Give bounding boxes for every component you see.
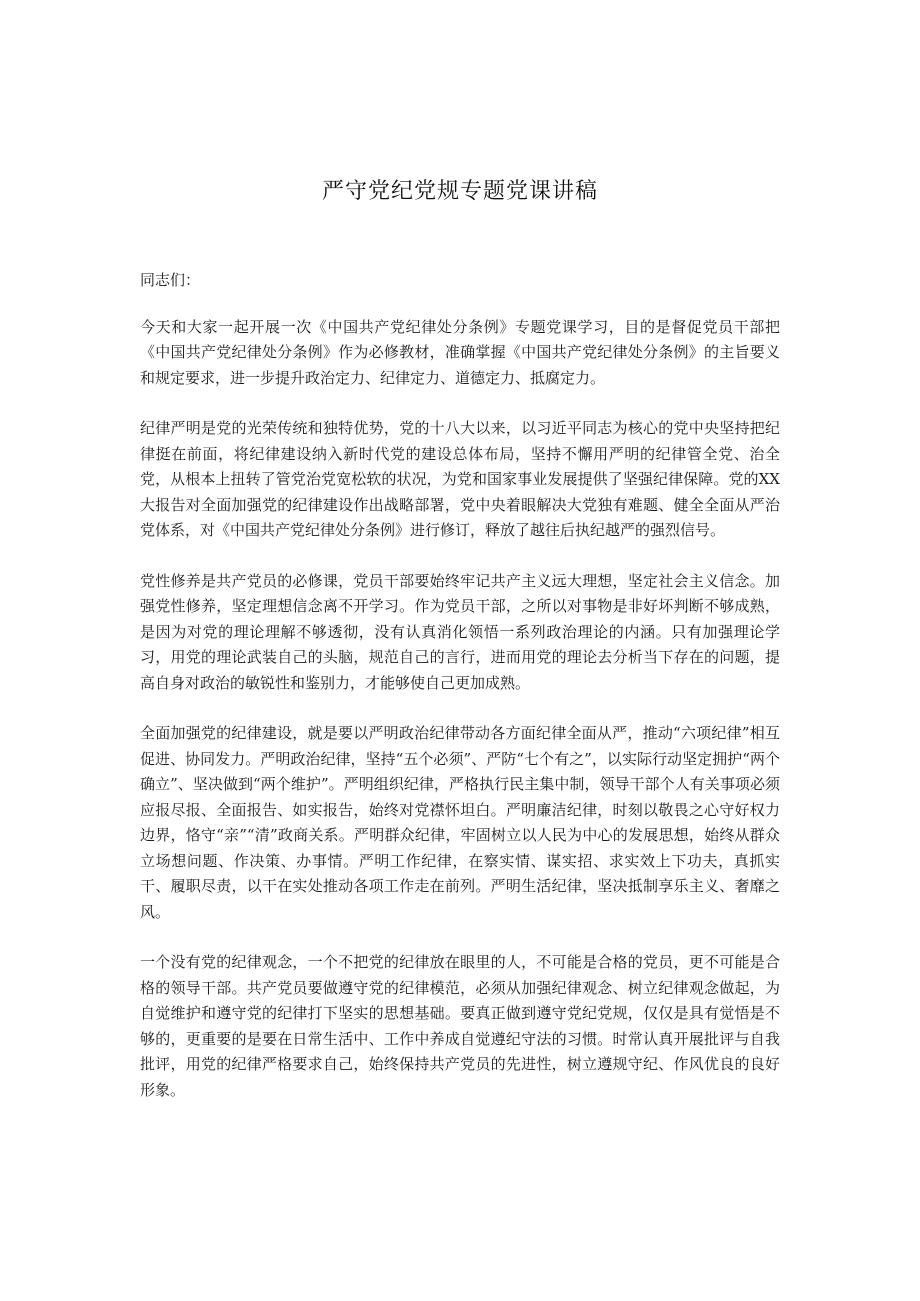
paragraph-5: 一个没有党的纪律观念，一个不把党的纪律放在眼里的人，不可能是合格的党员，更不可能是合格的领导干部。共产党员要做遵守党的纪律模范，必须从加强纪律观念、树立纪律观念做起，为自觉维护和遵守党的纪律打下坚实的思想基础。要真正做到遵守党纪党规，仅仅是具有觉悟是不够的，更重要的是要在日常生活中、工作中养成自觉遵纪守法的习惯。时常认真开展批评与自我批评，用党的纪律严格要求自己，始终保持共产党员的先进性，树立遵规守纪、作风优良的良好形象。	[140, 953, 780, 1099]
paragraph-3: 党性修养是共产党员的必修课，党员干部要始终牢记共产主义远大理想，坚定社会主义信念。加强党性修养，坚定理想信念离不开学习。作为党员干部，之所以对事物是非好坏判断不够成熟，是因为对党的理论理解不够透彻，没有认真消化领悟一系列政治理论的内涵。只有加强理论学习，用党的理论武装自己的头脑，规范自己的言行，进而用党的理论去分析当下存在的问题，提高自身对政治的敏锐性和鉴别力，才能够使自己更加成熟。	[140, 571, 780, 692]
document-title: 严守党纪党规专题党课讲稿	[321, 179, 598, 204]
paragraph-2: 纪律严明是党的光荣传统和独特优势，党的十八大以来，以习近平同志为核心的党中央坚持把纪律挺在前面，将纪律建设纳入新时代党的建设总体布局，坚持不懈用严明的纪律管全党、治全党，从根本上扭转了管党治党宽松软的状况，为党和国家事业发展提供了坚强纪律保障。党的XX大报告对全面加强党的纪律建设作出战略部署，党中央着眼解决大党独有难题、健全全面从严治党体系，对《中国共产党纪律处分条例》进行修订，释放了越往后执纪越严的强烈信号。	[140, 419, 780, 539]
paragraph-1: 今天和大家一起开展一次《中国共产党纪律处分条例》专题党课学习，目的是督促党员干部把《中国共产党纪律处分条例》作为必修教材，准确掌握《中国共产党纪律处分条例》的主旨要义和规定要求，进一步提升政治定力、纪律定力、道德定力、抵腐定力。	[140, 317, 780, 387]
paragraph-4: 全面加强党的纪律建设，就是要以严明政治纪律带动各方面纪律全面从严，推动“六项纪律”相互促进、协同发力。严明政治纪律，坚持“五个必须”、严防“七个有之”，以实际行动坚定拥护“两个确立”、坚决做到“两个维护”。严明组织纪律，严格执行民主集中制，领导干部个人有关事项必须应报尽报、全面报告、如实报告，始终对党襟怀坦白。严明廉洁纪律，时刻以敬畏之心守好权力边界，恪守“亲”“清”政商关系。严明群众纪律，牢固树立以人民为中心的发展思想，始终从群众立场想问题、作决策、办事情。严明工作纪律，在察实情、谋实招、求实效上下功夫，真抓实干、履职尽责，以干在实处推动各项工作走在前列。严明生活纪律，坚决抵制享乐主义、奢靡之风。	[140, 724, 780, 921]
document-body	[140, 268, 780, 1128]
salutation: 同志们：	[140, 271, 201, 289]
